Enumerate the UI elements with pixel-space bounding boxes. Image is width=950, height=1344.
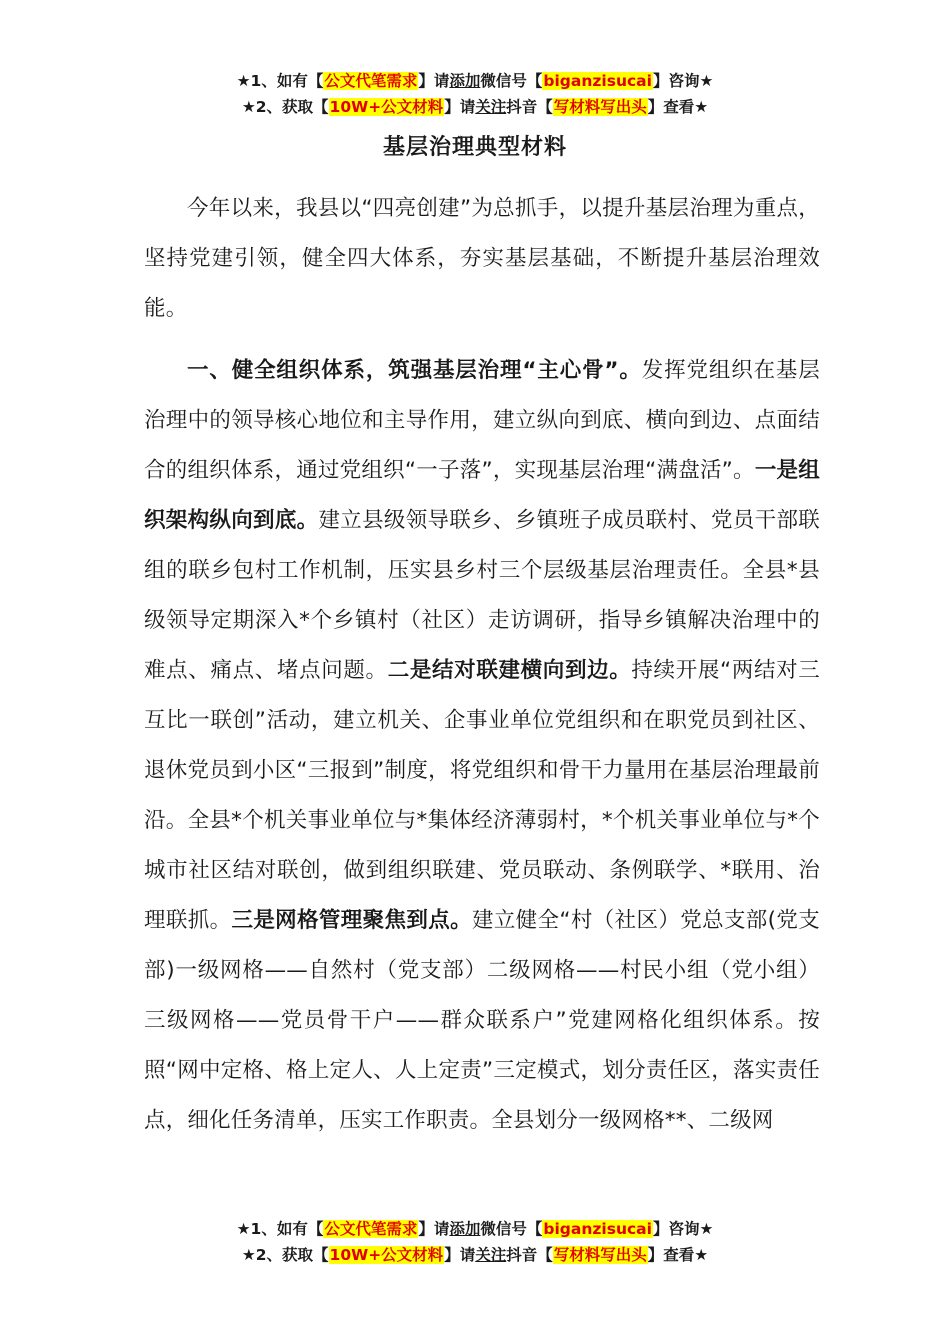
section-1-paragraph bbox=[144, 346, 820, 1146]
point-1-text: 建立县级领导联乡、乡镇班子成员联村、党员干部联组的联乡包村工作机制，压实县乡村三个层级基层治理责任。全县*县级领导定期深入*个乡镇村（社区）走访调研，指导乡镇解决治理中的难点、痛点、堵点问题。 bbox=[144, 508, 820, 683]
banner-wechat-id: biganzisucai bbox=[543, 1220, 652, 1238]
point-3-text: 建立健全“村（社区）党总支部(党支部)一级网格——自然村（党支部）二级网格——村民小组（党小组）三级网格——党员骨干户——群众联系户”党建网格化组织体系。按照“网中定格、格上定人、人上定责”三定模式，划分责任区，落实责任点，细化任务清单，压实工作职责。全县划分一级网格**、二级网 bbox=[144, 908, 820, 1133]
banner-douyin-id: 写材料写出头 bbox=[553, 1246, 647, 1264]
document-title: 基层治理典型材料 bbox=[382, 135, 567, 160]
point-3-heading: 三是网格管理聚焦到点。 bbox=[231, 908, 472, 933]
banner-text: ★2、获取【 bbox=[241, 98, 329, 116]
banner-text: 抖音【 bbox=[506, 1246, 553, 1264]
banner-highlight: 公文代笔需求 bbox=[324, 72, 418, 90]
banner-text: ★1、如有【 bbox=[236, 72, 324, 90]
section-1-heading: 一、健全组织体系，筑强基层治理“主心骨”。 bbox=[187, 358, 642, 383]
banner-underline: 关注 bbox=[475, 1246, 507, 1264]
banner-text: 】请 bbox=[444, 98, 476, 116]
banner-text: ★1、如有【 bbox=[236, 1220, 324, 1238]
banner-highlight: 10W+公文材料 bbox=[329, 1246, 444, 1264]
banner-line-2 bbox=[0, 94, 950, 120]
bottom-banner bbox=[0, 1216, 950, 1268]
banner-line-2 bbox=[0, 1242, 950, 1268]
point-1-heading: 一是组织架构纵向到底。 bbox=[144, 458, 820, 533]
banner-text: 】请 bbox=[444, 1246, 476, 1264]
section-1-text: 发挥党组织在基层治理中的领导核心地位和主导作用，建立纵向到底、横向到边、点面结合的组织体系，通过党组织“一子落”，实现基层治理“满盘活”。 bbox=[144, 358, 820, 483]
point-2-text: 持续开展“两结对三互比一联创”活动，建立机关、企事业单位党组织和在职党员到社区、退休党员到小区“三报到”制度，将党组织和骨干力量用在基层治理最前沿。全县*个机关事业单位与*集体经济薄弱村，*个机关事业单位与*个城市社区结对联创，做到组织联建、党员联动、条例联学、*联用、治理联抓。 bbox=[144, 658, 820, 933]
point-2-heading: 二是结对联建横向到边。 bbox=[387, 658, 632, 683]
top-banner bbox=[0, 68, 950, 120]
banner-underline: 添加 bbox=[449, 72, 481, 90]
banner-text: 】查看★ bbox=[647, 98, 709, 116]
banner-text: 】请 bbox=[418, 72, 450, 90]
banner-underline: 关注 bbox=[475, 98, 507, 116]
banner-highlight: 公文代笔需求 bbox=[324, 1220, 418, 1238]
banner-text: 抖音【 bbox=[506, 98, 553, 116]
banner-text: ★2、获取【 bbox=[241, 1246, 329, 1264]
banner-line-1 bbox=[0, 1216, 950, 1242]
banner-text: 】咨询★ bbox=[652, 72, 714, 90]
banner-underline: 添加 bbox=[449, 1220, 481, 1238]
banner-text: 】咨询★ bbox=[652, 1220, 714, 1238]
banner-text: 】查看★ bbox=[647, 1246, 709, 1264]
banner-wechat-id: biganzisucai bbox=[543, 72, 652, 90]
banner-highlight: 10W+公文材料 bbox=[329, 98, 444, 116]
banner-douyin-id: 写材料写出头 bbox=[553, 98, 647, 116]
banner-text: 微信号【 bbox=[480, 72, 543, 90]
banner-text: 】请 bbox=[418, 1220, 450, 1238]
intro-paragraph: 今年以来，我县以“四亮创建”为总抓手，以提升基层治理为重点，坚持党建引领，健全四大体系，夯实基层基础，不断提升基层治理效能。 bbox=[144, 196, 820, 321]
banner-text: 微信号【 bbox=[480, 1220, 543, 1238]
banner-line-1 bbox=[0, 68, 950, 94]
